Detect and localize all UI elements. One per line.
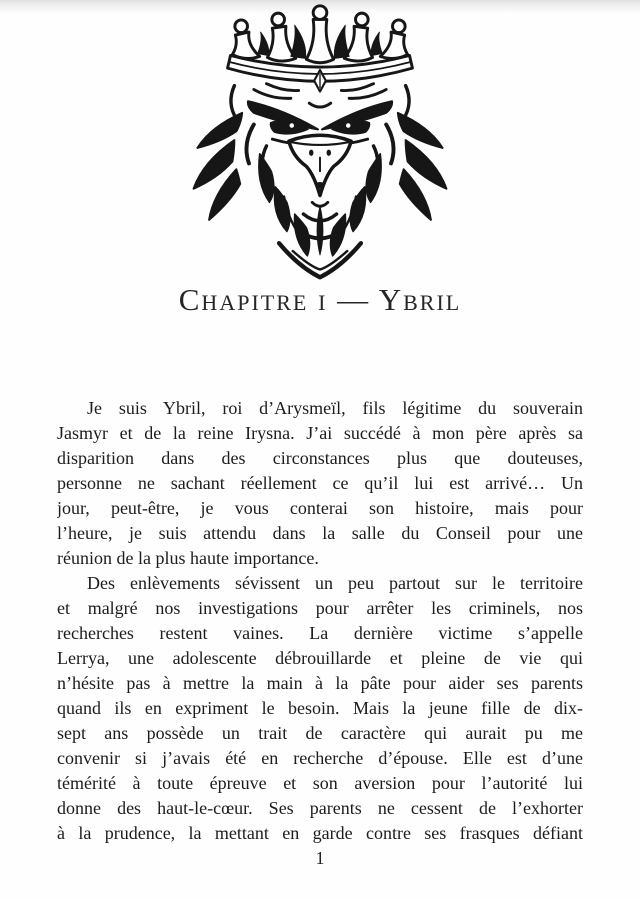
crown-icon bbox=[228, 6, 413, 92]
text-line: Lerrya, une adolescente débrouillarde et pleine de vie qui bbox=[57, 648, 583, 668]
chest-feathers bbox=[279, 202, 361, 277]
text-line: Des enlèvements sévissent un peu partout sur le territoire bbox=[87, 573, 583, 593]
text-line: Jasmyr et de la reine Irysna. J’ai succédé à mon père après sa bbox=[57, 423, 583, 443]
text-line: n’hésite pas à mettre la main à la pâte pour aider ses parents bbox=[57, 673, 583, 693]
text-line: recherches restent vaines. La dernière victime s’appelle bbox=[57, 623, 583, 643]
text-line: convenir si j’avais été en recherche d’épouse. Elle est d’une bbox=[57, 748, 583, 768]
page-number: 1 bbox=[315, 848, 325, 868]
text-line: jour, peut-être, je vous conterai son histoire, mais pour bbox=[57, 498, 583, 518]
body-text bbox=[57, 396, 583, 846]
eagle-face bbox=[289, 103, 351, 195]
text-line: à la prudence, la mettant en garde contre ses frasques défiant bbox=[57, 823, 583, 843]
text-line: donne des haut-le-cœur. Ses parents ne cessent de l’exhorter bbox=[57, 798, 583, 818]
text-line: témérité à toute épreuve et son aversion pour l’autorité lui bbox=[57, 773, 583, 793]
eagle-left-half bbox=[194, 13, 319, 256]
text-line: Je suis Ybril, roi d’Arysmeïl, fils légitime du souverain bbox=[87, 398, 583, 418]
chapter-title: Chapitre i — Ybril bbox=[178, 282, 462, 317]
text-line: personne ne sachant réellement ce qu’il lui est arrivé… Un bbox=[57, 473, 583, 493]
text-line: sept ans possède un trait de caractère qui aurait pu me bbox=[57, 723, 583, 743]
crowned-eagle-illustration bbox=[174, 0, 466, 288]
text-line: l’heure, je suis attendu dans la salle du Conseil pour une bbox=[57, 523, 583, 543]
text-line: quand ils en expriment le besoin. Mais la jeune fille de dix- bbox=[57, 698, 583, 718]
text-line: et malgré nos investigations pour arrêter les criminels, nos bbox=[57, 598, 583, 618]
text-line: réunion de la plus haute importance. bbox=[57, 548, 319, 568]
text-line: disparition dans des circonstances plus que douteuses, bbox=[57, 448, 583, 468]
